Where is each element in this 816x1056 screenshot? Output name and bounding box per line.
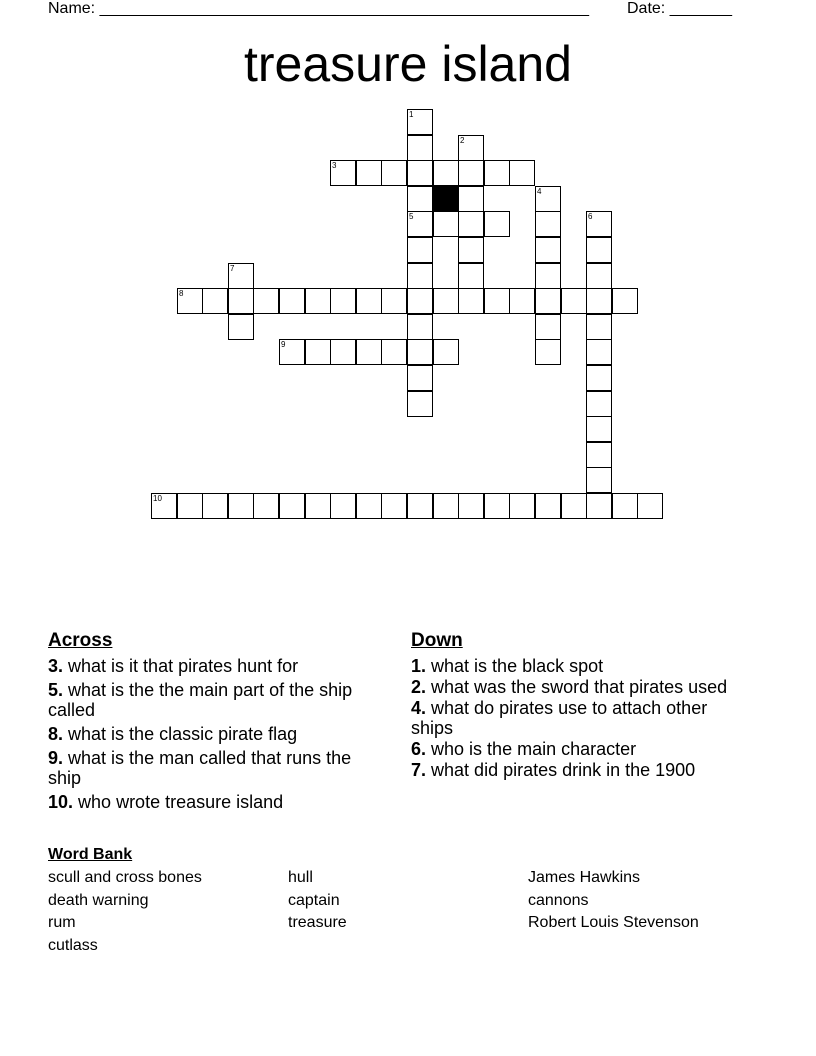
crossword-cell[interactable] [202, 288, 228, 314]
crossword-cell[interactable] [535, 263, 561, 289]
clue-number: 2. [411, 677, 427, 697]
clue-number: 5. [48, 680, 64, 700]
clue-number-label: 3 [332, 161, 337, 170]
name-field[interactable]: Name: _______________________________________________________ [48, 0, 589, 17]
clue-number: 7. [411, 760, 427, 780]
crossword-cell[interactable] [381, 288, 407, 314]
clue-text: what is it that pirates hunt for [68, 656, 299, 676]
clue-text: what did pirates drink in the 1900 [431, 760, 696, 780]
crossword-cell[interactable] [407, 135, 433, 161]
crossword-cell[interactable] [381, 339, 407, 365]
crossword-cell[interactable] [433, 288, 459, 314]
crossword-cell[interactable] [509, 160, 535, 186]
crossword-cell[interactable] [458, 211, 484, 237]
crossword-cell[interactable] [586, 391, 612, 417]
clue-number-label: 4 [537, 187, 542, 196]
clue-number-label: 1 [409, 110, 414, 119]
down-clue [411, 739, 751, 759]
word-bank-item: death warning [48, 892, 149, 909]
crossword-cell[interactable] [586, 416, 612, 442]
clue-number-label: 9 [281, 340, 286, 349]
crossword-cell[interactable] [535, 186, 561, 212]
clue-number-label: 10 [153, 494, 162, 503]
crossword-cell[interactable] [407, 314, 433, 340]
crossword-cell[interactable] [407, 237, 433, 263]
crossword-cell[interactable] [484, 211, 510, 237]
page-title: treasure island [244, 36, 572, 92]
clue-text: what is the classic pirate flag [68, 724, 298, 744]
crossword-cell[interactable] [330, 493, 356, 519]
crossword-cell[interactable] [637, 493, 663, 519]
crossword-cell[interactable] [484, 493, 510, 519]
crossword-cell[interactable] [484, 160, 510, 186]
crossword-cell[interactable] [279, 339, 305, 365]
crossword-cell[interactable] [458, 237, 484, 263]
clue-text: what is the black spot [431, 656, 604, 676]
clue-number: 9. [48, 748, 64, 768]
down-clue [411, 656, 751, 676]
crossword-cell[interactable] [356, 339, 382, 365]
crossword-cell[interactable] [407, 288, 433, 314]
crossword-cell[interactable] [356, 493, 382, 519]
crossword-cell[interactable] [228, 288, 254, 314]
word-bank-item: cutlass [48, 937, 98, 954]
down-clue [411, 677, 751, 697]
clue-number-label: 5 [409, 212, 414, 221]
crossword-cell[interactable] [458, 160, 484, 186]
crossword-cell[interactable] [458, 288, 484, 314]
crossword-cell[interactable] [407, 391, 433, 417]
crossword-cell[interactable] [561, 288, 587, 314]
crossword-cell[interactable] [433, 160, 459, 186]
crossword-cell[interactable] [228, 263, 254, 289]
across-clue [48, 792, 378, 812]
crossword-cell[interactable] [253, 493, 279, 519]
clue-number: 4. [411, 698, 427, 718]
across-clue [48, 724, 378, 744]
clue-number: 6. [411, 739, 427, 759]
crossword-cell[interactable] [433, 211, 459, 237]
crossword-cell[interactable] [407, 365, 433, 391]
crossword-cell[interactable] [612, 493, 638, 519]
clue-text: what do pirates use to attach other ships [411, 698, 708, 738]
crossword-cell[interactable] [484, 288, 510, 314]
clue-text: what is the the main part of the ship called [48, 680, 353, 720]
crossword-cell[interactable] [407, 263, 433, 289]
word-bank-item: hull [288, 869, 313, 886]
clue-number-label: 8 [179, 289, 184, 298]
crossword-cell[interactable] [586, 442, 612, 468]
crossword-cell[interactable] [305, 493, 331, 519]
clue-number: 1. [411, 656, 427, 676]
word-bank-item: scull and cross bones [48, 869, 202, 886]
crossword-cell[interactable] [458, 186, 484, 212]
crossword-cell[interactable] [433, 493, 459, 519]
across-clue [48, 656, 378, 676]
crossword-cell[interactable] [509, 288, 535, 314]
crossword-cell[interactable] [561, 493, 587, 519]
across-clue [48, 680, 378, 720]
crossword-cell[interactable] [586, 339, 612, 365]
crossword-cell[interactable] [458, 263, 484, 289]
crossword-cell[interactable] [407, 211, 433, 237]
date-field[interactable]: Date: _______ [627, 0, 732, 17]
crossword-cell[interactable] [356, 288, 382, 314]
crossword-cell[interactable] [509, 493, 535, 519]
clue-number: 3. [48, 656, 64, 676]
crossword-cell[interactable] [228, 493, 254, 519]
word-bank-item: Robert Louis Stevenson [528, 914, 699, 931]
word-bank-heading: Word Bank [48, 846, 133, 863]
crossword-cell[interactable] [330, 339, 356, 365]
crossword-cell[interactable] [381, 493, 407, 519]
crossword-cell[interactable] [535, 288, 561, 314]
clue-text: what was the sword that pirates used [431, 677, 728, 697]
crossword-cell[interactable] [586, 365, 612, 391]
crossword-cell[interactable] [612, 288, 638, 314]
word-bank-item: cannons [528, 892, 589, 909]
down-clue [411, 698, 751, 738]
crossword-cell[interactable] [305, 339, 331, 365]
clue-text: who is the main character [431, 739, 637, 759]
crossword-cell[interactable] [535, 493, 561, 519]
crossword-cell[interactable] [586, 467, 612, 493]
word-bank-item: treasure [288, 914, 347, 931]
down-heading: Down [411, 630, 463, 651]
down-clues [411, 630, 751, 781]
crossword-cell[interactable] [228, 314, 254, 340]
crossword-cell[interactable] [279, 288, 305, 314]
crossword-cell[interactable] [177, 288, 203, 314]
crossword-cell[interactable] [407, 186, 433, 212]
down-clue [411, 760, 751, 780]
across-heading: Across [48, 630, 113, 651]
crossword-cell[interactable] [535, 237, 561, 263]
crossword-cell[interactable] [407, 109, 433, 135]
across-clues [48, 630, 378, 816]
crossword-cell[interactable] [177, 493, 203, 519]
crossword-cell[interactable] [407, 339, 433, 365]
clue-number-label: 7 [230, 264, 235, 273]
crossword-cell[interactable] [407, 493, 433, 519]
crossword-cell[interactable] [305, 288, 331, 314]
clue-text: what is the man called that runs the ship [48, 748, 352, 788]
crossword-cell[interactable] [586, 211, 612, 237]
crossword-cell[interactable] [586, 237, 612, 263]
crossword-cell[interactable] [151, 493, 177, 519]
crossword-cell[interactable] [535, 339, 561, 365]
crossword-cell[interactable] [586, 263, 612, 289]
crossword-cell[interactable] [356, 160, 382, 186]
crossword-cell[interactable] [202, 493, 228, 519]
crossword-cell[interactable] [381, 160, 407, 186]
crossword-cell[interactable] [407, 160, 433, 186]
clue-text: who wrote treasure island [78, 792, 284, 812]
clue-number-label: 2 [460, 136, 465, 145]
crossword-cell[interactable] [279, 493, 305, 519]
crossword-cell[interactable] [586, 493, 612, 519]
crossword-cell[interactable] [535, 211, 561, 237]
crossword-cell[interactable] [458, 135, 484, 161]
crossword-cell[interactable] [586, 314, 612, 340]
clue-number: 8. [48, 724, 64, 744]
crossword-black-cell [433, 186, 459, 212]
crossword-cell[interactable] [330, 288, 356, 314]
across-clue [48, 748, 378, 788]
crossword-cell[interactable] [253, 288, 279, 314]
crossword-cell[interactable] [535, 314, 561, 340]
clue-number: 10. [48, 792, 74, 812]
crossword-cell[interactable] [433, 339, 459, 365]
crossword-cell[interactable] [586, 288, 612, 314]
crossword-cell[interactable] [458, 493, 484, 519]
clue-number-label: 6 [588, 212, 593, 221]
crossword-cell[interactable] [330, 160, 356, 186]
word-bank-item: captain [288, 892, 340, 909]
word-bank-item: rum [48, 914, 76, 931]
word-bank-item: James Hawkins [528, 869, 641, 886]
